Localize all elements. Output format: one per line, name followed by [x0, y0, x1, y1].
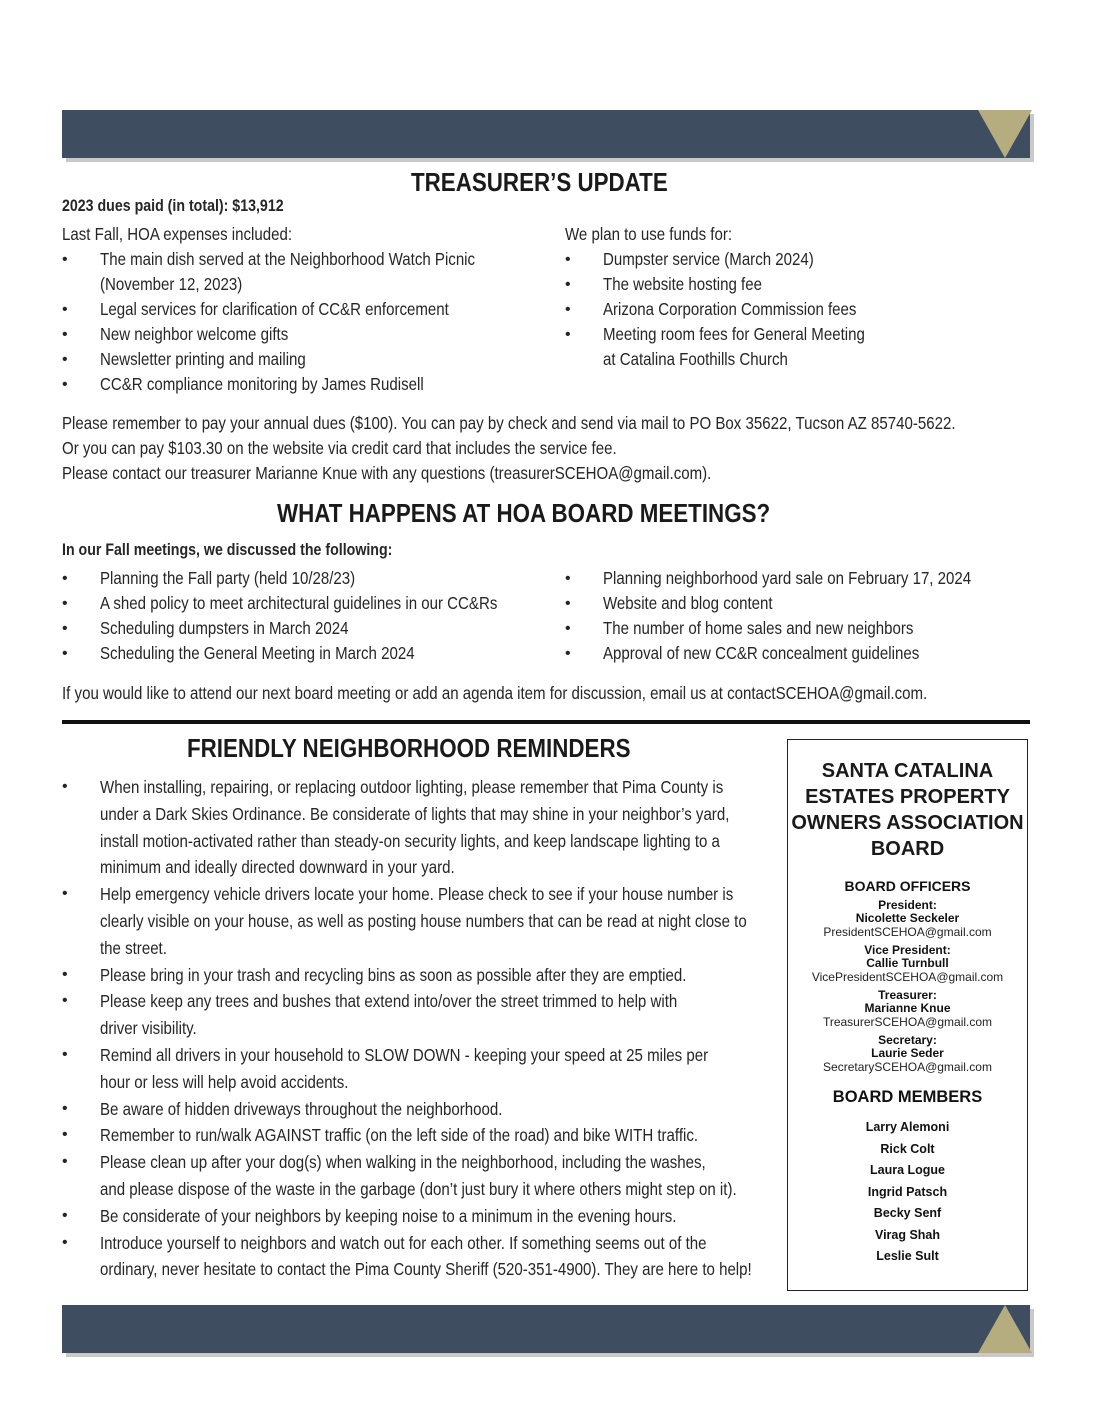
list-item-text: Planning the Fall party (held 10/28/23) [100, 568, 356, 588]
list-item-text: Please keep any trees and bushes that extend into/over the street trimmed to help with [100, 991, 678, 1012]
list-item-text: Introduce yourself to neighbors and watch out for each other. If something seems out of the [100, 1232, 707, 1253]
meetings-heading: WHAT HAPPENS AT HOA BOARD MEETINGS? [277, 498, 771, 528]
list-item-text: at Catalina Foothills Church [603, 349, 788, 369]
list-item-text: hour or less will help avoid accidents. [100, 1071, 349, 1092]
list-item [62, 591, 562, 616]
list-item [62, 1149, 858, 1203]
list-item-text: Remind all drivers in your household to SLOW DOWN - keeping your speed at 25 miles per [100, 1044, 709, 1065]
list-item [565, 322, 907, 372]
list-item [565, 566, 1031, 591]
officer-role: President: [878, 898, 937, 912]
list-item-text: Scheduling dumpsters in March 2024 [100, 618, 349, 638]
officer-name: Callie Turnbull [866, 956, 949, 970]
officer-entry [788, 989, 1027, 1029]
list-item-text: CC&R compliance monitoring by James Rudisell [100, 374, 424, 394]
list-item-text: Approval of new CC&R concealment guidelines [603, 643, 920, 663]
list-item [565, 247, 907, 272]
board-member: Ingrid Patsch [867, 1184, 948, 1199]
list-item [62, 962, 858, 989]
list-item-text: The main dish served at the Neighborhood Watch Picnic [100, 249, 476, 269]
plans-intro: We plan to use funds for: [565, 224, 733, 244]
list-item [62, 641, 562, 666]
list-item-text: install motion-activated rather than steady-on security lights, and keep landscape lighting to a [100, 830, 720, 851]
officer-role: Vice President: [864, 943, 951, 957]
board-officers-heading: BOARD OFFICERS [844, 878, 971, 894]
board-member: Virag Shah [874, 1227, 941, 1242]
list-item-text: minimum and ideally directed downward in your yard. [100, 857, 455, 878]
board-title-line: BOARD [870, 838, 945, 860]
list-item-text: Help emergency vehicle drivers locate your home. Please check to see if your house number is [100, 884, 734, 905]
list-item-text: Remember to run/walk AGAINST traffic (on the left side of the road) and bike WITH traffic. [100, 1125, 699, 1146]
list-item-text: A shed policy to meet architectural guidelines in our CC&Rs [100, 593, 498, 613]
officer-role: Secretary: [878, 1033, 937, 1047]
officer-email: PresidentSCEHOA@gmail.com [823, 925, 992, 939]
list-item-text: Dumpster service (March 2024) [603, 249, 814, 269]
reminders-list [62, 774, 858, 1283]
list-item [62, 322, 536, 347]
dues-paid: 2023 dues paid (in total): $13,912 [62, 197, 284, 215]
top-band [62, 110, 1030, 158]
board-member: Leslie Sult [876, 1249, 939, 1263]
meetings-intro: In our Fall meetings, we discussed the following: [62, 541, 393, 559]
list-item [62, 566, 562, 591]
dues-note-1: Please remember to pay your annual dues ($100). You can pay by check and send via mail to PO Box 35622, Tucson AZ 85740-5622. [62, 413, 956, 433]
list-item-text: clearly visible on your house, as well as posting house numbers that can be read at night close to [100, 910, 747, 931]
list-item [62, 774, 858, 881]
list-item [62, 297, 536, 322]
list-item [62, 372, 536, 397]
officer-email: SecretarySCEHOA@gmail.com [823, 1060, 992, 1074]
list-item-text: ordinary, never hesitate to contact the Pima County Sheriff (520-351-4900). They are here to help! [100, 1259, 752, 1280]
board-member: Laura Logue [869, 1163, 945, 1177]
list-item [62, 1096, 858, 1123]
list-item-text: The number of home sales and new neighbors [603, 618, 914, 638]
meetings-left-list [62, 566, 562, 666]
list-item-text: New neighbor welcome gifts [100, 324, 289, 344]
list-item [565, 641, 1031, 666]
board-title-line: OWNERS ASSOCIATION [791, 812, 1024, 834]
list-item-text: (November 12, 2023) [100, 274, 243, 294]
list-item [62, 347, 536, 372]
list-item-text: Planning neighborhood yard sale on February 17, 2024 [603, 568, 972, 588]
list-item-text: Please bring in your trash and recycling bins as soon as possible after they are emptied. [100, 964, 687, 985]
officer-entry [788, 899, 1027, 939]
list-item [62, 881, 858, 961]
list-item-text: Be aware of hidden driveways throughout the neighborhood. [100, 1098, 503, 1119]
list-item-text: Meeting room fees for General Meeting [603, 324, 865, 344]
list-item-text: Scheduling the General Meeting in March 2024 [100, 643, 415, 663]
bottom-band-triangle [978, 1305, 1032, 1353]
list-item-text: driver visibility. [100, 1018, 197, 1039]
list-item [565, 297, 907, 322]
officer-name: Marianne Knue [864, 1001, 951, 1015]
board-member: Larry Alemoni [865, 1120, 950, 1134]
list-item [62, 1122, 858, 1149]
list-item [62, 988, 858, 1042]
bottom-band [62, 1305, 1030, 1353]
list-item [62, 1203, 858, 1230]
board-member: Becky Senf [873, 1206, 942, 1220]
list-item-text: Legal services for clarification of CC&R enforcement [100, 299, 449, 319]
meetings-right-list [565, 566, 1031, 666]
board-box [787, 739, 1028, 1291]
expenses-intro: Last Fall, HOA expenses included: [62, 224, 293, 244]
board-title-line: SANTA CATALINA [821, 760, 994, 782]
officer-entry [788, 944, 1027, 984]
officer-name: Nicolette Seckeler [855, 911, 960, 925]
list-item [565, 591, 1031, 616]
list-item-text: Arizona Corporation Commission fees [603, 299, 857, 319]
expenses-list [62, 247, 536, 397]
top-band-triangle [978, 110, 1032, 158]
officer-email: TreasurerSCEHOA@gmail.com [822, 1015, 993, 1029]
officer-role: Treasurer: [878, 988, 937, 1002]
list-item [62, 247, 536, 297]
list-item-text: Website and blog content [603, 593, 773, 613]
list-item-text: and please dispose of the waste in the garbage (don’t just bury it where others might step on it). [100, 1178, 737, 1199]
list-item-text: under a Dark Skies Ordinance. Be considerate of lights that may shine in your neighbor’s yard, [100, 803, 730, 824]
reminders-heading: FRIENDLY NEIGHBORHOOD REMINDERS [187, 733, 631, 763]
list-item [62, 1230, 858, 1284]
plans-list [565, 247, 907, 372]
list-item [565, 616, 1031, 641]
list-item-text: The website hosting fee [603, 274, 762, 294]
dues-note-2: Or you can pay $103.30 on the website via credit card that includes the service fee. [62, 438, 617, 458]
list-item-text: When installing, repairing, or replacing outdoor lighting, please remember that Pima County is [100, 777, 724, 797]
meetings-footer: If you would like to attend our next board meeting or add an agenda item for discussion, email us at contactSCEHOA@gmail.com. [62, 683, 928, 703]
treasurer-heading: TREASURER’S UPDATE [411, 167, 668, 197]
board-title [788, 758, 1027, 862]
board-title-line: ESTATES PROPERTY [805, 786, 1010, 808]
dues-note-3: Please contact our treasurer Marianne Knue with any questions (treasurerSCEHOA@gmail.com). [62, 463, 712, 483]
board-member: Rick Colt [880, 1141, 935, 1156]
section-divider [62, 720, 1030, 724]
officers-list [788, 899, 1027, 1074]
officer-email: VicePresidentSCEHOA@gmail.com [811, 970, 1004, 984]
list-item-text: Be considerate of your neighbors by keeping noise to a minimum in the evening hours. [100, 1205, 677, 1226]
list-item-text: Please clean up after your dog(s) when walking in the neighborhood, including the washes, [100, 1152, 706, 1173]
list-item-text: the street. [100, 937, 167, 958]
list-item [62, 616, 562, 641]
members-list [788, 1117, 1027, 1268]
list-item [62, 1042, 858, 1096]
list-item-text: Newsletter printing and mailing [100, 349, 306, 369]
board-members-heading: BOARD MEMBERS [832, 1088, 983, 1106]
officer-entry [788, 1034, 1027, 1074]
officer-name: Laurie Seder [871, 1046, 944, 1060]
list-item [565, 272, 907, 297]
